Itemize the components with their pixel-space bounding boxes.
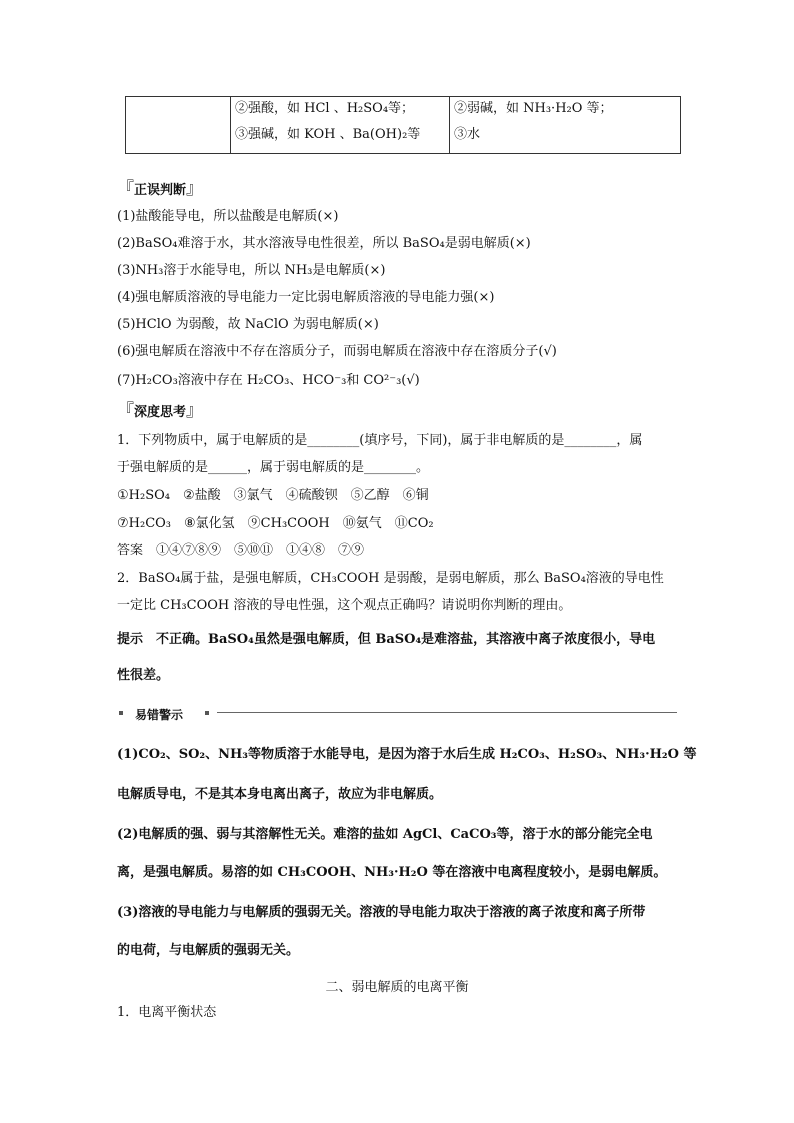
think-heading-text: 深度思考: [134, 405, 187, 420]
warning-paragraph-line: (2)电解质的强、弱与其溶解性无关。难溶的盐如 AgCl、CaCO₃等，溶于水的部分能完全电: [117, 827, 653, 842]
think-heading: [117, 402, 203, 422]
answer-text: ①④⑦⑧⑨ ⑤⑩⑪ ①④⑧ ⑦⑨: [156, 543, 365, 558]
divider-rule: [217, 712, 677, 713]
judge-item: (3)NH₃溶于水能导电，所以 NH₃是电解质(×): [117, 263, 386, 278]
warning-paragraph-line: 的电荷，与电解质的强弱无关。: [117, 943, 300, 958]
warning-paragraph-line: 电解质导电，不是其本身电离出离子，故应为非电解质。: [117, 787, 443, 802]
judge-item: (2)BaSO₄难溶于水，其水溶液导电性很差，所以 BaSO₄是弱电解质(×): [117, 236, 531, 251]
judge-item: (7)H₂CO₃溶液中存在 H₂CO₃、HCO⁻₃和 CO²⁻₃(√): [117, 373, 420, 388]
hint-line: 提示 不正确。BaSO₄虽然是强电解质，但 BaSO₄是难溶盐，其溶液中离子浓度很小，导电: [117, 632, 656, 647]
bracket-open: 『: [117, 179, 134, 199]
question-1-line: 1．下列物质中，属于电解质的是________(填序号，下同)，属于非电解质的是________，属: [117, 433, 643, 448]
judge-heading: [117, 180, 203, 200]
judge-item: (4)强电解质溶液的导电能力一定比弱电解质溶液的导电能力强(×): [117, 290, 495, 305]
judge-heading-text: 正误判断: [134, 183, 187, 198]
subsection-title: 1．电离平衡状态: [117, 1005, 217, 1020]
warning-title: 易错警示: [131, 706, 187, 723]
table-cell-strong: [231, 97, 450, 154]
bracket-close: 』: [186, 179, 204, 199]
bracket-open: 『: [117, 401, 134, 421]
table-cell-line: ②强酸，如 HCl 、H₂SO₄等；: [235, 101, 415, 116]
table-row: [126, 97, 681, 154]
judge-item: (5)HClO 为弱酸，故 NaClO 为弱电解质(×): [117, 317, 379, 332]
warning-paragraph-line: (1)CO₂、SO₂、NH₃等物质溶于水能导电，是因为溶于水后生成 H₂CO₃、H₂SO₃、NH₃·H₂O 等: [117, 747, 697, 762]
warning-divider: [117, 706, 677, 720]
question-1-options: ①H₂SO₄ ②盐酸 ③氯气 ④硫酸钡 ⑤乙醇 ⑥铜: [117, 488, 429, 503]
hint-line: 性很差。: [117, 668, 170, 683]
table-cell-weak: [450, 97, 681, 154]
warning-paragraph-line: (3)溶液的导电能力与电解质的强弱无关。溶液的导电能力取决于溶液的离子浓度和离子所带: [117, 905, 646, 920]
judge-item: (6)强电解质在溶液中不存在溶质分子，而弱电解质在溶液中存在溶质分子(√): [117, 344, 557, 359]
square-bullet-icon: [205, 711, 209, 715]
question-1-line: 于强电解质的是______，属于弱电解质的是________。: [117, 460, 430, 475]
question-2-line: 2．BaSO₄属于盐，是强电解质，CH₃COOH 是弱酸，是弱电解质，那么 BaSO₄溶液的导电性: [117, 571, 664, 586]
answer-label: 答案: [117, 543, 144, 558]
classification-table: [125, 96, 681, 154]
answer-line: [117, 542, 364, 560]
table-cell-empty: [126, 97, 231, 154]
table-cell-line: ③水: [454, 127, 481, 142]
square-bullet-icon: [119, 711, 123, 715]
table-cell-line: ③强碱，如 KOH 、Ba(OH)₂等: [235, 127, 421, 142]
warning-paragraph-line: 离，是强电解质。易溶的如 CH₃COOH、NH₃·H₂O 等在溶液中电离程度较小，是弱电解质。: [117, 865, 667, 880]
section-title: 二、弱电解质的电离平衡: [325, 980, 469, 995]
judge-item: (1)盐酸能导电，所以盐酸是电解质(×): [117, 209, 339, 224]
table-cell-line: ②弱碱，如 NH₃·H₂O 等；: [454, 101, 613, 116]
bracket-close: 』: [186, 401, 204, 421]
question-1-options: ⑦H₂CO₃ ⑧氯化氢 ⑨CH₃COOH ⑩氨气 ⑪CO₂: [117, 516, 434, 531]
question-2-line: 一定比 CH₃COOH 溶液的导电性强，这个观点正确吗？请说明你判断的理由。: [117, 598, 572, 613]
